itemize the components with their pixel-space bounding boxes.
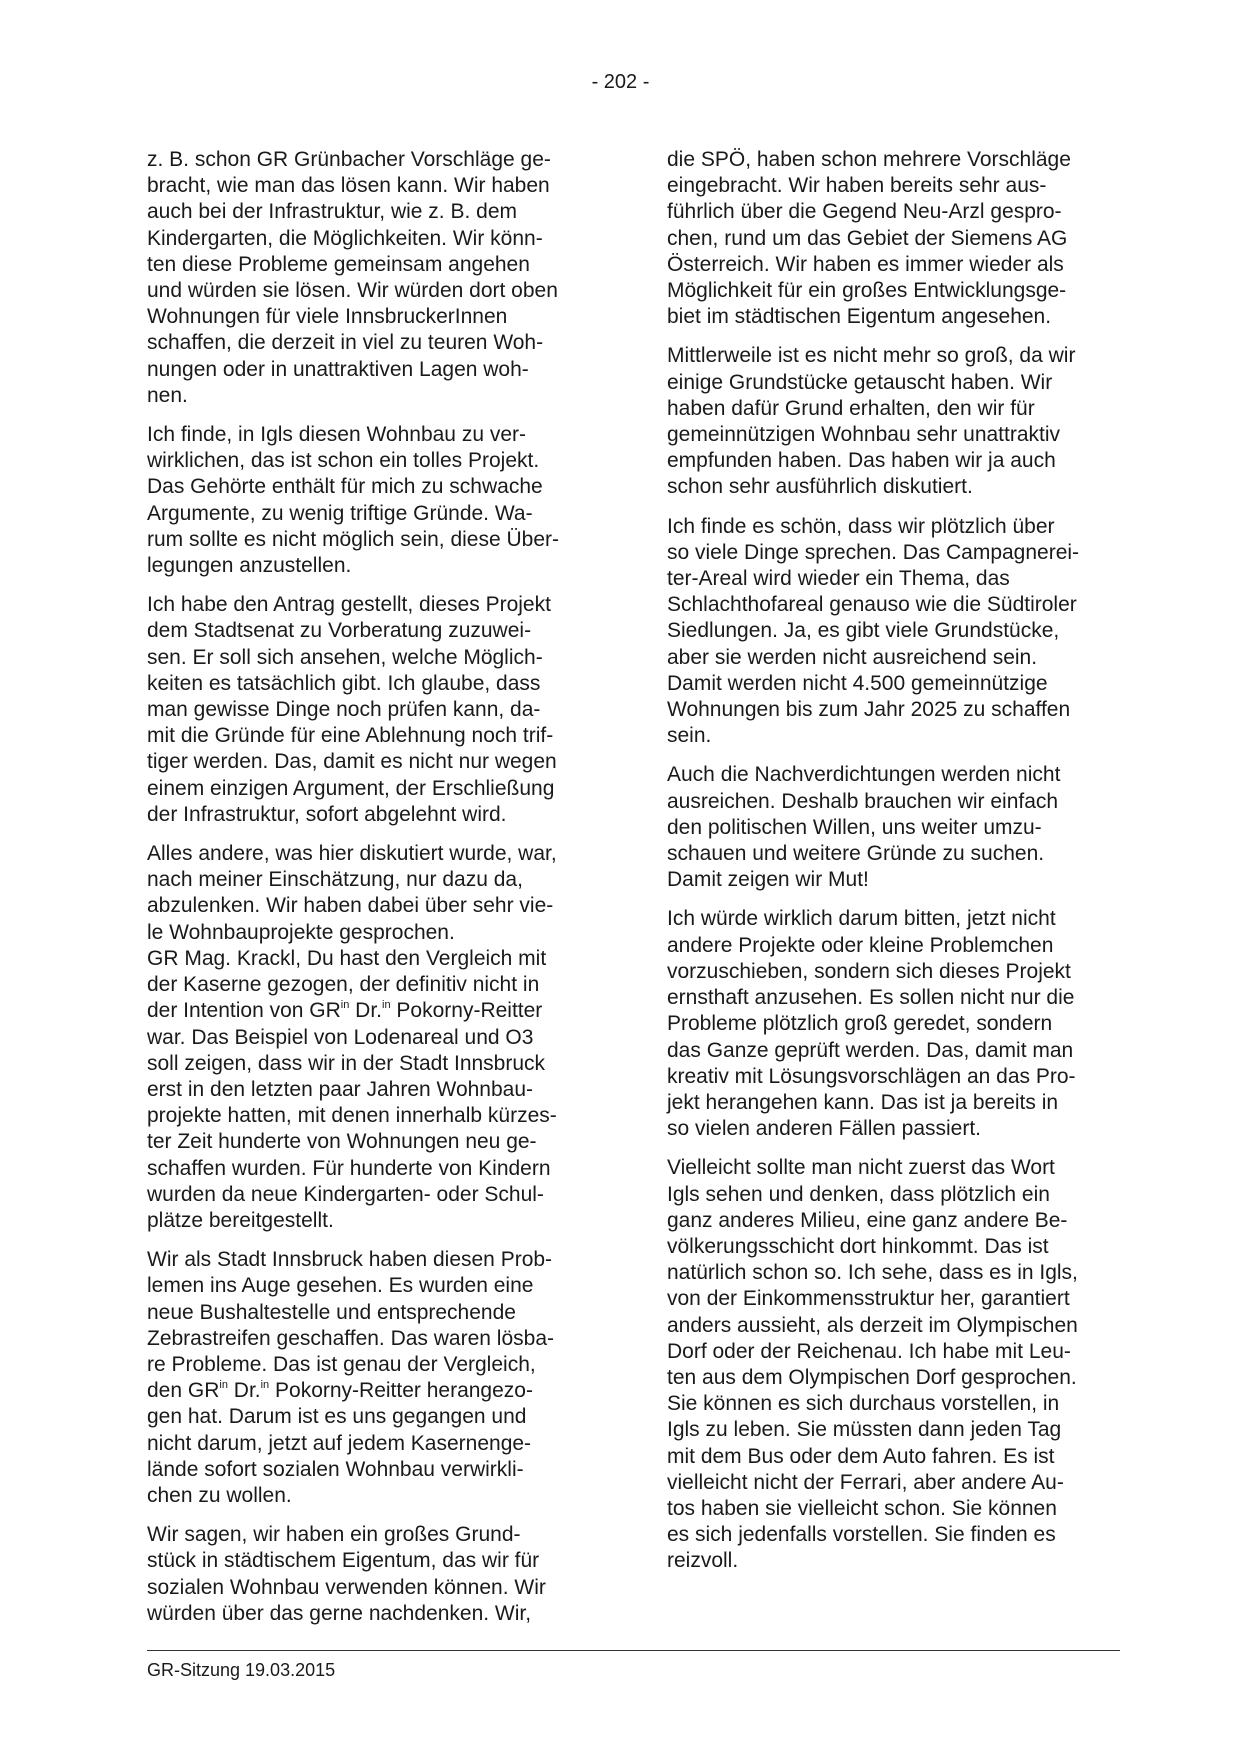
text-line: ten aus dem Olympischen Dorf gesprochen. [667,1365,1077,1389]
text-line: einem einzigen Argument, der Erschließung [147,776,555,800]
text-line: man gewisse Dinge noch prüfen kann, da- [147,698,541,722]
text-line: Ich finde, in Igls diesen Wohnbau zu ver- [147,423,526,447]
text-line: vielleicht nicht der Ferrari, aber andere Au- [667,1470,1064,1494]
text-line: Damit zeigen wir Mut! [667,868,869,892]
text-line: ter-Areal wird wieder ein Thema, das [667,567,1010,591]
paragraph [667,1155,1122,1574]
text-line: Dorf oder der Reichenau. Ich habe mit Leu- [667,1339,1071,1363]
text-line: der Infrastruktur, sofort abgelehnt wird. [147,802,507,826]
text-line: vorzuschieben, sondern sich dieses Projekt [667,959,1071,983]
text-line: Damit werden nicht 4.500 gemeinnützige [667,671,1048,695]
text-line [147,1378,602,1404]
paragraph [147,147,602,409]
text-line: jekt herangehen kann. Das ist ja bereits in [667,1090,1059,1114]
text-line: mit die Gründe für eine Ablehnung noch trif- [147,724,554,748]
text-line: Probleme plötzlich groß geredet, sondern [667,1012,1053,1036]
text-line: nungen oder in unattraktiven Lagen woh- [147,357,529,381]
text-line: chen, rund um das Gebiet der Siemens AG [667,226,1068,250]
text-line: eingebracht. Wir haben bereits sehr aus- [667,174,1047,198]
text-line: Wir sagen, wir haben ein großes Grund- [147,1523,521,1547]
text-line: schon sehr ausführlich diskutiert. [667,475,973,499]
text-line: Ich würde wirklich darum bitten, jetzt nicht [667,907,1056,931]
text-line: so vielen anderen Fällen passiert. [667,1117,982,1141]
text-line: kreativ mit Lösungsvorschlägen an das Pro- [667,1064,1076,1088]
text-line: mit dem Bus oder dem Auto fahren. Es ist [667,1444,1055,1468]
text-line: den politischen Willen, uns weiter umzu- [667,815,1042,839]
text-line: auch bei der Infrastruktur, wie z. B. dem [147,200,518,224]
text-fragment: Dr. [227,1379,261,1403]
text-line: ten diese Probleme gemeinsam angehen [147,252,530,276]
text-line: die SPÖ, haben schon mehrere Vorschläge [667,148,1071,171]
text-line: soll zeigen, dass wir in der Stadt Innsbruck [147,1051,546,1075]
superscript: in [260,1379,270,1392]
paragraph [667,762,1122,893]
text-line: führlich über die Gegend Neu-Arzl gespro- [667,200,1062,224]
text-line: ausreichen. Deshalb brauchen wir einfach [667,789,1059,813]
text-line: Auch die Nachverdichtungen werden nicht [667,763,1061,787]
paragraph [667,906,1122,1142]
text-line: Argumente, zu wenig triftige Gründe. Wa- [147,501,533,525]
text-line: Siedlungen. Ja, es gibt viele Grundstücke, [667,619,1060,643]
text-line: natürlich schon so. Ich sehe, dass es in Igls, [667,1261,1078,1285]
superscript: in [340,999,350,1012]
paragraph [147,422,602,579]
text-line: Ich finde es schön, dass wir plötzlich über [667,514,1055,538]
text-line: so viele Dinge sprechen. Das Campagnerei- [667,540,1080,564]
text-line: schauen und weitere Gründe zu suchen. [667,842,1045,866]
text-line: Alles andere, was hier diskutiert wurde, war, [147,842,557,866]
text-line: Zebrastreifen geschaffen. Das waren lösba- [147,1326,554,1350]
paragraph [667,343,1122,500]
text-fragment: Pokorny-Reitter [390,999,543,1023]
text-line: Ich habe den Antrag gestellt, dieses Projekt [147,593,551,617]
text-line: sozialen Wohnbau verwenden können. Wir [147,1575,546,1599]
text-line: anders aussieht, als derzeit im Olympischen [667,1313,1078,1337]
text-line: Vielleicht sollte man nicht zuerst das Wort [667,1156,1055,1180]
footer-session-date: GR-Sitzung 19.03.2015 [147,1660,336,1680]
text-line: völkerungsschicht dort hinkommt. Das ist [667,1234,1049,1258]
text-line: empfunden haben. Das haben wir ja auch [667,449,1056,473]
text-line: sein. [667,724,712,748]
text-line: Sie können es sich durchaus vorstellen, in [667,1392,1060,1416]
text-fragment: Pokorny-Reitter herangezo- [269,1379,533,1403]
text-line: und würden sie lösen. Wir würden dort oben [147,279,558,303]
text-line: biet im städtischen Eigentum angesehen. [667,305,1052,329]
text-line: nen. [147,383,188,407]
text-line: würden über das gerne nachdenken. Wir, [147,1601,532,1625]
text-line: GR Mag. Krackl, Du hast den Vergleich mit [147,946,547,970]
page-number: - 202 - [591,71,650,93]
text-line: gemeinnützigen Wohnbau sehr unattraktiv [667,423,1061,447]
text-line: abzulenken. Wir haben dabei über sehr vie- [147,894,554,918]
paragraph [147,1247,602,1509]
text-line: nach meiner Einschätzung, nur dazu da, [147,868,523,892]
text-line: lände sofort sozialen Wohnbau verwirkli- [147,1457,524,1481]
text-line [147,998,602,1024]
text-line: Mittlerweile ist es nicht mehr so groß, da wir [667,344,1076,368]
left-column [147,147,602,1640]
text-line: bracht, wie man das lösen kann. Wir haben [147,174,550,198]
text-line: rum sollte es nicht möglich sein, diese Über- [147,527,560,551]
text-line: ter Zeit hunderte von Wohnungen neu ge- [147,1130,537,1154]
text-line: reizvoll. [667,1549,739,1573]
text-line: schaffen, die derzeit in viel zu teuren Woh- [147,331,544,355]
right-column [667,147,1122,1588]
text-line: projekte hatten, mit denen innerhalb kürzes- [147,1104,557,1128]
superscript: in [382,999,391,1012]
superscript: in [219,1379,228,1392]
text-line: einige Grundstücke getauscht haben. Wir [667,370,1053,394]
text-line: schaffen wurden. Für hunderte von Kindern [147,1156,551,1180]
text-line: von der Einkommensstruktur her, garantiert [667,1287,1070,1311]
text-line: wurden da neue Kindergarten- oder Schul- [147,1182,544,1206]
paragraph [147,592,602,828]
text-line: der Kaserne gezogen, der definitiv nicht in [147,973,540,997]
text-line: tos haben sie vielleicht schon. Sie können [667,1496,1057,1520]
text-line: ernsthaft anzusehen. Es sollen nicht nur die [667,986,1075,1010]
text-line: chen zu wollen. [147,1483,292,1507]
text-line: lemen ins Auge gesehen. Es wurden eine [147,1274,534,1298]
text-line: war. Das Beispiel von Lodenareal und O3 [147,1025,534,1049]
text-line: gen hat. Darum ist es uns gegangen und [147,1405,527,1429]
text-line: haben dafür Grund erhalten, den wir für [667,396,1035,420]
text-line: Igls sehen und denken, dass plötzlich ein [667,1182,1050,1206]
text-line: wirklichen, das ist schon ein tolles Projekt. [147,449,540,473]
text-line: erst in den letzten paar Jahren Wohnbau- [147,1077,534,1101]
paragraph [667,147,1122,330]
text-line: le Wohnbauprojekte gesprochen. [147,920,455,944]
text-line: nicht darum, jetzt auf jedem Kasernenge- [147,1431,532,1455]
text-line: tiger werden. Das, damit es nicht nur wegen [147,750,557,774]
text-line: Schlachthofareal genauso wie die Südtiroler [667,593,1077,617]
text-line: aber sie werden nicht ausreichend sein. [667,645,1038,669]
paragraph [667,514,1122,750]
text-line: sen. Er soll sich ansehen, welche Möglich- [147,645,543,669]
text-line: Wohnungen für viele InnsbruckerInnen [147,305,508,329]
text-line: Wir als Stadt Innsbruck haben diesen Prob- [147,1248,553,1272]
text-line: Kindergarten, die Möglichkeiten. Wir könn- [147,226,543,250]
text-line: es sich jedenfalls vorstellen. Sie finden es [667,1523,1056,1547]
text-fragment: Dr. [349,999,383,1023]
text-line: Das Gehörte enthält für mich zu schwache [147,475,543,499]
text-line: ganz anderes Milieu, eine ganz andere Be- [667,1208,1068,1232]
text-line: stück in städtischem Eigentum, das wir für [147,1549,540,1573]
text-line: re Probleme. Das ist genau der Vergleich, [147,1352,536,1376]
paragraph [147,1522,602,1627]
text-line: keiten es tatsächlich gibt. Ich glaube, dass [147,671,541,695]
text-line: z. B. schon GR Grünbacher Vorschläge ge- [147,148,551,171]
paragraph [147,841,602,1234]
text-line: plätze bereitgestellt. [147,1208,334,1232]
footer-divider [147,1650,1120,1651]
text-line: Igls zu leben. Sie müssten dann jeden Tag [667,1418,1062,1442]
text-line: andere Projekte oder kleine Problemchen [667,933,1054,957]
text-line: legungen anzustellen. [147,554,352,578]
text-fragment: der Intention von GR [147,999,341,1023]
text-line: Möglichkeit für ein großes Entwicklungsge- [667,279,1067,303]
text-line: Österreich. Wir haben es immer wieder als [667,252,1064,276]
text-line: das Ganze geprüft werden. Das, damit man [667,1038,1074,1062]
text-fragment: den GR [147,1379,220,1403]
text-line: dem Stadtsenat zu Vorberatung zuzuwei- [147,619,532,643]
text-line: neue Bushaltestelle und entsprechende [147,1300,516,1324]
text-line: Wohnungen bis zum Jahr 2025 zu schaffen [667,698,1071,722]
